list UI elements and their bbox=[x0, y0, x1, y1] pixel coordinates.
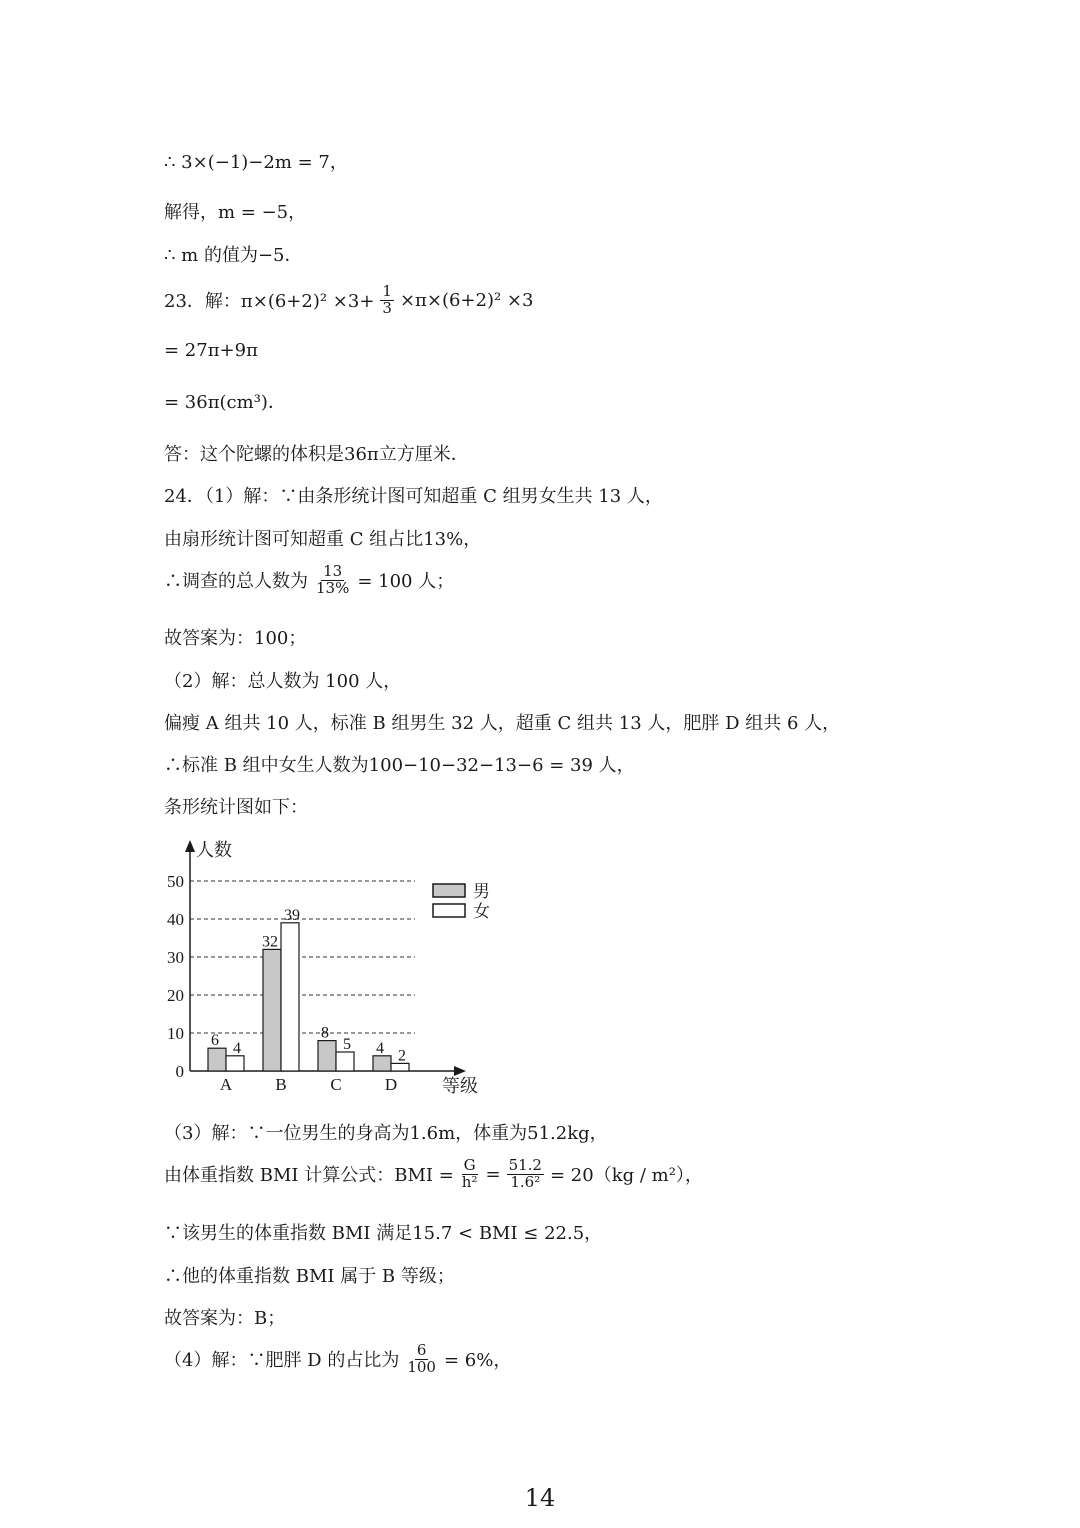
y-tick-label: 50 bbox=[167, 872, 184, 891]
x-tick-label: A bbox=[219, 1075, 233, 1094]
legend-swatch bbox=[433, 884, 465, 897]
data-label: 6 bbox=[211, 1032, 219, 1050]
data-label: 5 bbox=[343, 1036, 351, 1053]
bar bbox=[208, 1048, 226, 1071]
fraction: $\frac{G}{\text{h²}}$ bbox=[461, 1156, 478, 1191]
data-label: 4 bbox=[233, 1039, 241, 1057]
line-10: ∴调查的总人数为 $\frac{13}{13\%}$ = 100 人； bbox=[164, 562, 455, 597]
line-2: 解得，m = −5， bbox=[164, 202, 307, 223]
bar bbox=[336, 1052, 354, 1071]
fraction: $\frac{1}{3}$ bbox=[382, 282, 392, 317]
y-axis-label: 人数 bbox=[196, 840, 232, 860]
x-tick-label: D bbox=[384, 1075, 398, 1094]
line-14: ∴标准 B 组中女生人数为100−10−32−13−6 = 39 人， bbox=[164, 755, 635, 776]
line-8: 24．（1）解：∵由条形统计图可知超重 C 组男女生共 13 人， bbox=[164, 486, 663, 507]
x-tick-label: B bbox=[275, 1075, 287, 1094]
x-tick-label: C bbox=[330, 1075, 342, 1094]
data-label: 8 bbox=[321, 1024, 329, 1042]
fraction: $\frac{6}{100}$ bbox=[407, 1341, 436, 1376]
x-axis-arrow bbox=[454, 1066, 466, 1076]
line-13: 偏瘦 A 组共 10 人，标准 B 组男生 32 人，超重 C 组共 13 人，肥胖 D 组共 6 人， bbox=[164, 713, 841, 734]
line-11: 故答案为：100； bbox=[164, 628, 307, 649]
line-15: 条形统计图如下： bbox=[164, 797, 308, 818]
legend-swatch bbox=[433, 904, 465, 917]
legend-label: 男 bbox=[473, 882, 490, 901]
data-label: 32 bbox=[262, 933, 278, 951]
bar bbox=[391, 1063, 409, 1071]
bar bbox=[373, 1056, 391, 1071]
y-tick-label: 40 bbox=[167, 910, 184, 929]
line-16: （3）解：∵一位男生的身高为1.6m，体重为51.2kg， bbox=[164, 1123, 608, 1144]
bar bbox=[226, 1056, 244, 1071]
bar bbox=[318, 1041, 336, 1071]
data-label: 2 bbox=[398, 1047, 406, 1065]
line-1: ∴ 3×(−1)−2m = 7， bbox=[164, 152, 348, 173]
line-4: 23．解：π×(6+2)² ×3+ $\frac{1}{3}$ ×π×(6+2)² ×3 bbox=[164, 282, 534, 317]
bar-chart bbox=[150, 828, 500, 1098]
line-19: ∴他的体重指数 BMI 属于 B 等级； bbox=[164, 1266, 455, 1287]
y-axis-arrow bbox=[185, 840, 195, 852]
fraction: $\frac{51.2}{\text{1.6²}}$ bbox=[508, 1156, 542, 1191]
line-18: ∵该男生的体重指数 BMI 满足15.7 < BMI ≤ 22.5， bbox=[164, 1223, 603, 1244]
bar bbox=[281, 923, 299, 1071]
bar bbox=[263, 949, 281, 1071]
y-tick-label: 20 bbox=[167, 986, 184, 1005]
line-3: ∴ m 的值为−5． bbox=[164, 245, 303, 266]
page-number: 14 bbox=[524, 1484, 556, 1512]
y-tick-label: 10 bbox=[167, 1024, 184, 1043]
y-tick-label: 0 bbox=[175, 1062, 184, 1081]
line-5: = 27π+9π bbox=[164, 340, 258, 361]
line-21: （4）解：∵肥胖 D 的占比为 $\frac{6}{100}$ = 6%， bbox=[164, 1341, 512, 1376]
line-7: 答：这个陀螺的体积是36π立方厘米． bbox=[164, 444, 469, 465]
line-17: 由体重指数 BMI 计算公式：BMI = $\frac{G}{\text{h²}}$ = $\frac{51.2}{\text{1.6²}}$ = 20（kg / m²）， bbox=[164, 1156, 703, 1191]
data-label: 39 bbox=[284, 906, 300, 924]
line-9: 由扇形统计图可知超重 C 组占比13%， bbox=[164, 529, 482, 550]
line-6: = 36π(cm³)． bbox=[164, 392, 286, 413]
line-12: （2）解：总人数为 100 人， bbox=[164, 671, 402, 692]
fraction: $\frac{13}{13\%}$ bbox=[316, 562, 350, 597]
data-label: 4 bbox=[376, 1039, 384, 1057]
x-axis-label: 等级 bbox=[442, 1076, 478, 1096]
y-tick-label: 30 bbox=[167, 948, 184, 967]
line-20: 故答案为：B； bbox=[164, 1308, 286, 1329]
legend-label: 女 bbox=[473, 902, 490, 921]
